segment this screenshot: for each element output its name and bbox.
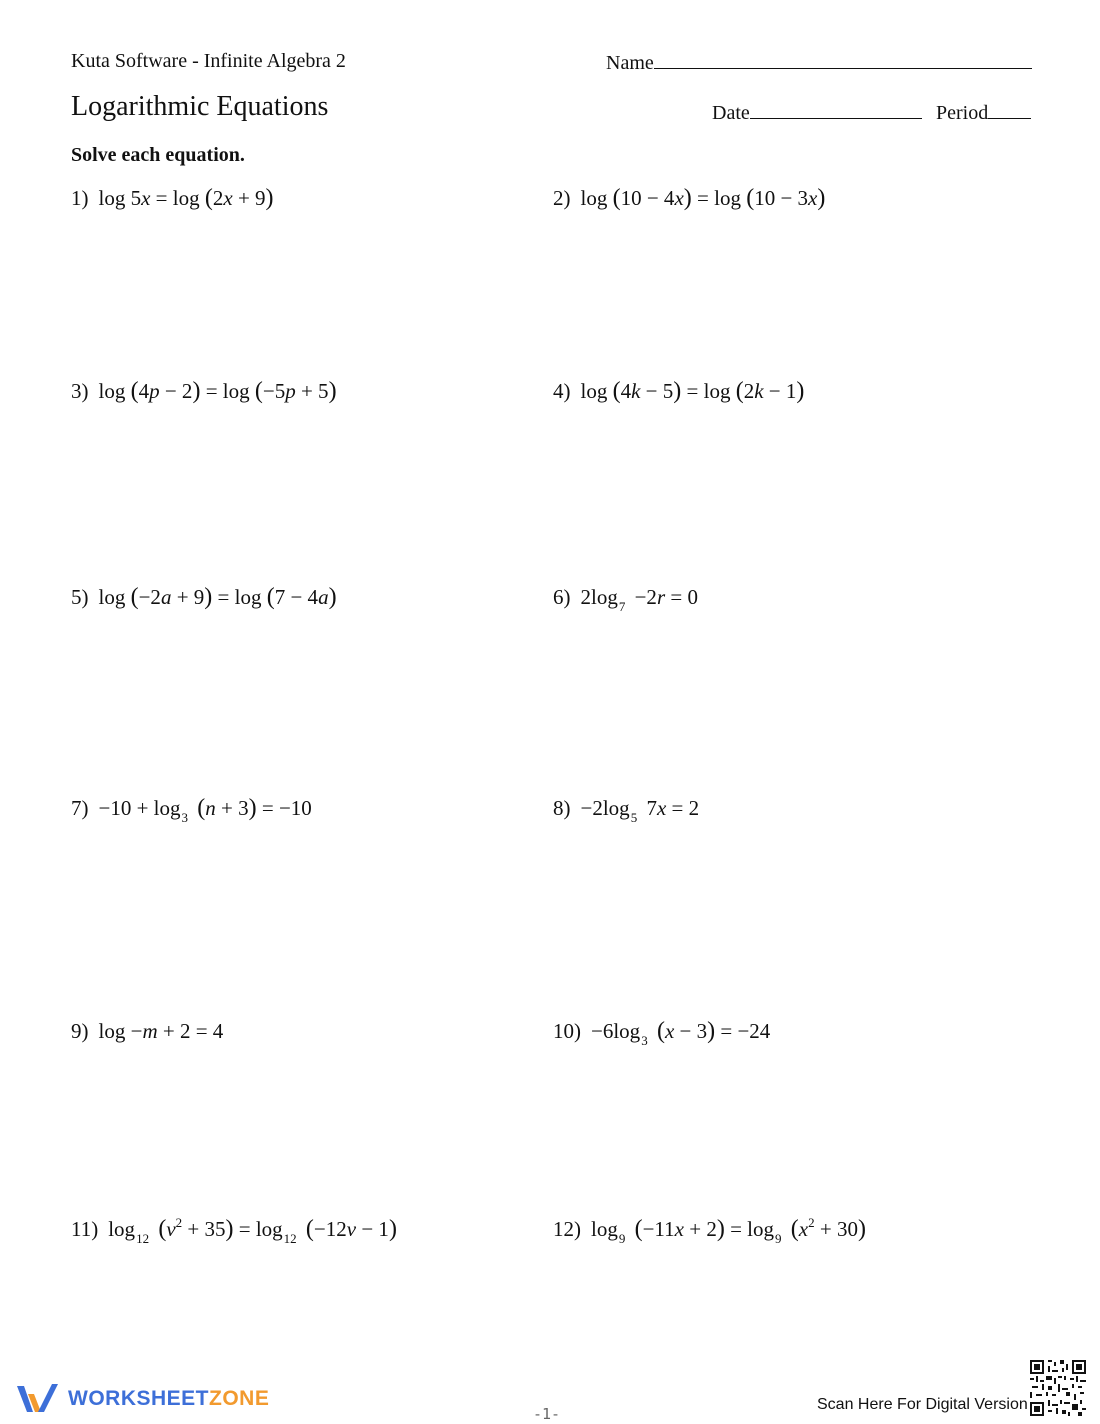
worksheetzone-logo[interactable]	[14, 1382, 269, 1416]
instructions: Solve each equation.	[71, 144, 245, 166]
problem-number: 3)	[71, 379, 89, 403]
problem-4	[553, 379, 804, 404]
name-blank-line	[654, 50, 1032, 69]
problem-number: 2)	[553, 186, 571, 210]
problem-number: 6)	[553, 585, 571, 609]
equation: log (4k − 5) = log (2k − 1)	[580, 378, 805, 404]
equation: $\log_9 (-11x + 2) = \log_9 (x^2 + 30)$	[591, 1215, 866, 1246]
name-label: Name	[606, 52, 654, 74]
problem-5	[71, 585, 337, 610]
equation: $-2\log_5$ 7x = 2	[580, 796, 700, 825]
equation: log 5x = log (2x + 9)	[98, 185, 274, 211]
equation: log (10 − 4x) = log (10 − 3x)	[580, 185, 826, 211]
equation: log (4p − 2) = log (−5p + 5)	[98, 378, 337, 404]
problem-number: 10)	[553, 1019, 581, 1043]
problem-10	[553, 1018, 771, 1048]
brand-left: WORKSHEET	[68, 1387, 209, 1410]
period-blank-line	[988, 100, 1031, 119]
problem-number: 12)	[553, 1217, 581, 1241]
problem-number: 4)	[553, 379, 571, 403]
scan-label: Scan Here For Digital Version	[817, 1396, 1028, 1413]
worksheet-source: Kuta Software - Infinite Algebra 2	[71, 50, 346, 72]
problem-11	[71, 1215, 397, 1246]
period-field[interactable]	[936, 100, 1031, 125]
problem-1	[71, 186, 274, 211]
equation: log −m + 2 = 4	[98, 1019, 224, 1043]
date-label: Date	[712, 102, 750, 124]
equation: $2\log_7 -2r = 0$	[580, 585, 698, 614]
equation: $-6\log_3$ (x − 3) = −24	[591, 1018, 771, 1048]
period-label: Period	[936, 102, 989, 124]
problem-7	[71, 795, 312, 825]
problem-8	[553, 796, 700, 825]
page-title: Logarithmic Equations	[71, 91, 329, 122]
problem-number: 8)	[553, 796, 571, 820]
problem-number: 11)	[71, 1217, 99, 1241]
equation: $\log_{12} (v^2 + 35) = \log_{12} (-12v - 1)$	[108, 1215, 397, 1246]
name-field[interactable]	[606, 50, 1032, 75]
page-number: -1-	[533, 1405, 561, 1423]
qr-code-icon[interactable]	[1030, 1360, 1086, 1416]
problem-number: 7)	[71, 796, 89, 820]
problem-3	[71, 379, 337, 404]
problem-6	[553, 585, 698, 614]
problem-number: 5)	[71, 585, 89, 609]
problem-12	[553, 1215, 866, 1246]
equation: log (−2a + 9) = log (7 − 4a)	[98, 584, 337, 610]
date-blank-line	[750, 100, 922, 119]
equation: $-10 + \log_3 (n + 3) = -10$	[98, 795, 312, 825]
problem-2	[553, 186, 825, 211]
problem-9	[71, 1019, 223, 1044]
worksheetzone-w-icon	[14, 1382, 60, 1416]
date-field[interactable]	[712, 100, 922, 125]
problem-number: 9)	[71, 1019, 89, 1043]
problem-number: 1)	[71, 186, 89, 210]
brand-right: ZONE	[209, 1387, 270, 1410]
